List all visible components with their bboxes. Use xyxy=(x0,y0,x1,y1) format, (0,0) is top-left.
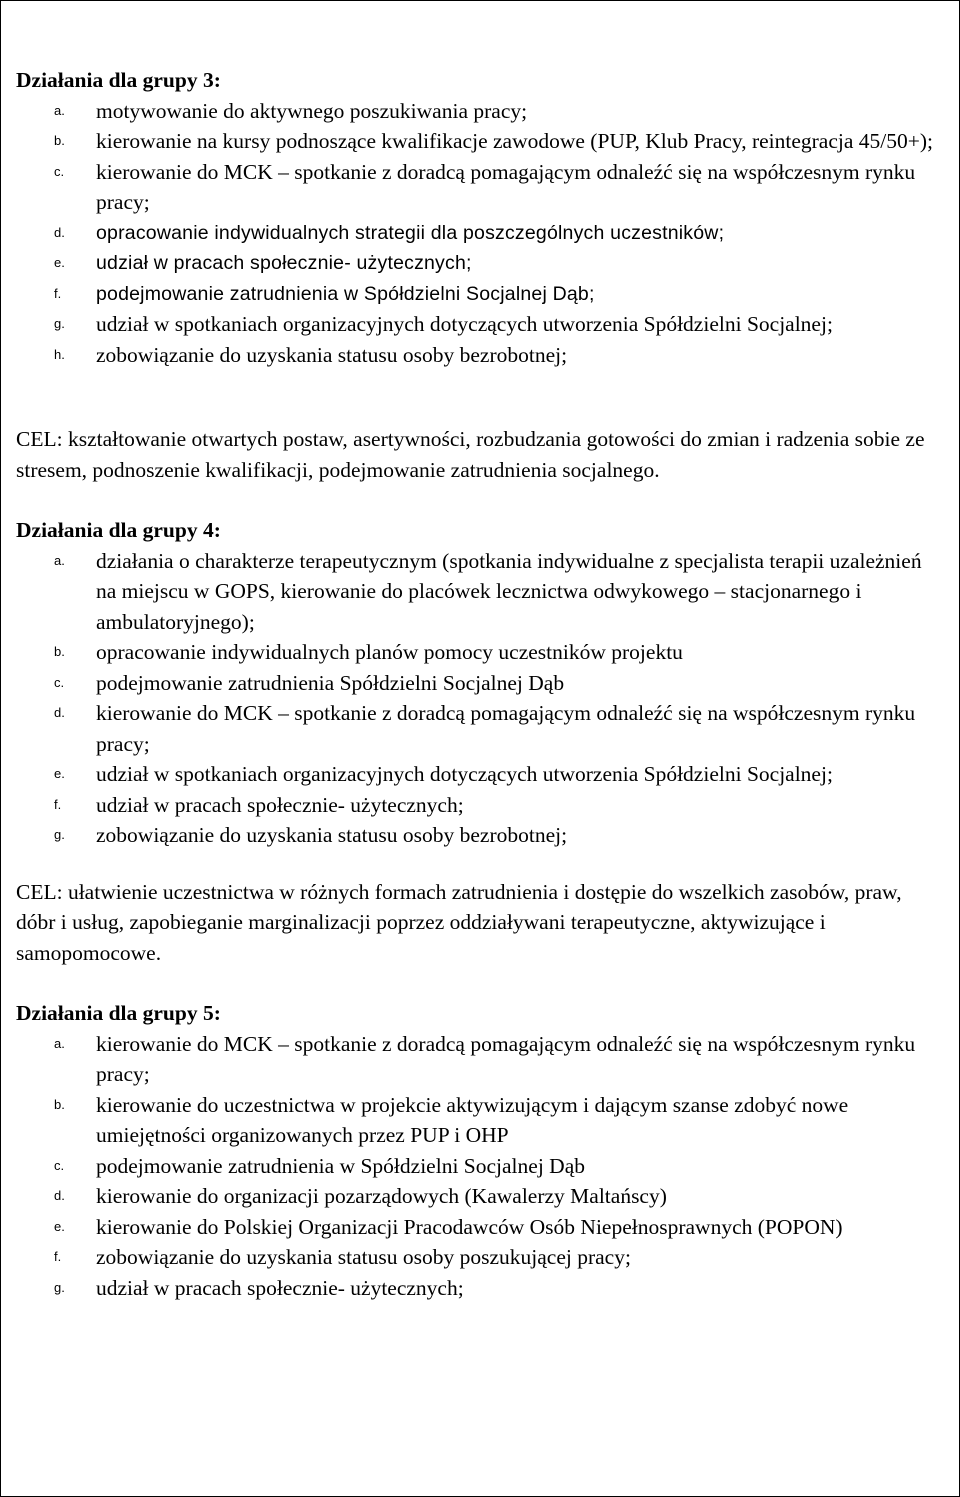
list-item-text: udział w pracach społecznie- użytecznych; xyxy=(96,792,464,817)
spacer xyxy=(16,485,946,515)
list-item xyxy=(16,1090,946,1151)
list-item xyxy=(16,96,946,127)
list-marker: e. xyxy=(54,1218,65,1234)
list-item-text: podejmowanie zatrudnienia w Spółdzielni Socjalnej Dąb xyxy=(96,1153,585,1178)
list-item xyxy=(16,340,946,371)
list-marker: d. xyxy=(54,1188,65,1203)
list-marker: e. xyxy=(54,766,65,781)
list-item-text: udział w pracach społecznie- użytecznych; xyxy=(96,252,472,274)
list-marker: b. xyxy=(54,133,65,148)
list-marker: h. xyxy=(54,346,65,362)
group3-heading: Działania dla grupy 3: xyxy=(16,68,221,92)
list-item xyxy=(16,126,946,157)
list-item-text: motywowanie do aktywnego poszukiwania pracy; xyxy=(96,98,528,123)
list-item-text: działania o charakterze terapeutycznym (spotkania indywidualne z specjalista terapii uzależnień na miejscu w GOPS, kierowanie do placówek lecznictwa odwykowego – stacjonarnego i ambulatoryjnego); xyxy=(96,548,922,634)
list-item-text: zobowiązanie do uzyskania statusu osoby bezrobotnej; xyxy=(96,823,568,847)
list-item xyxy=(16,637,946,668)
list-item-text: kierowanie na kursy podnoszące kwalifikacje zawodowe (PUP, Klub Pracy, reintegracja 45/50+); xyxy=(96,129,934,153)
list-item xyxy=(16,1273,946,1304)
list-item xyxy=(16,279,946,310)
list-item xyxy=(16,218,946,249)
list-item-text: kierowanie do organizacji pozarządowych (Kawalerzy Maltańscy) xyxy=(96,1184,667,1208)
group3-goal xyxy=(16,424,946,485)
list-marker: b. xyxy=(54,644,65,659)
list-marker: f. xyxy=(54,1249,62,1264)
list-item xyxy=(16,1212,946,1243)
goal-text: : ułatwienie uczestnictwa w różnych formach zatrudnienia i dostępie do wszelkich zasobów, praw, dóbr i usług, zapobieganie marginalizacji poprzez oddziaływani terapeutyczne, aktywizujące i samopomocowe. xyxy=(16,879,902,965)
list-item-text: kierowanie do MCK – spotkanie z doradcą pomagającym odnaleźć się na współczesnym rynku pracy; xyxy=(96,701,916,756)
list-marker: g. xyxy=(54,316,65,331)
list-item-text: zobowiązanie do uzyskania statusu osoby bezrobotnej; xyxy=(96,342,568,367)
list-marker: d. xyxy=(54,705,65,720)
list-marker: c. xyxy=(54,1157,65,1173)
list-item xyxy=(16,546,946,638)
list-item xyxy=(16,157,946,218)
group5-list xyxy=(16,1029,946,1304)
list-item xyxy=(16,1029,946,1090)
list-marker: g. xyxy=(54,827,65,842)
list-item-text: opracowanie indywidualnych planów pomocy uczestników projektu xyxy=(96,640,683,664)
list-item xyxy=(16,309,946,340)
list-item-text: opracowanie indywidualnych strategii dla poszczególnych uczestników; xyxy=(96,221,725,244)
group4-list xyxy=(16,546,946,851)
list-item xyxy=(16,820,946,851)
group3-list xyxy=(16,96,946,371)
list-item-text: podejmowanie zatrudnienia Spółdzielni Socjalnej Dąb xyxy=(96,670,565,695)
list-item xyxy=(16,668,946,699)
list-item xyxy=(16,698,946,759)
list-marker: c. xyxy=(54,163,65,179)
list-item xyxy=(16,790,946,821)
spacer xyxy=(16,370,946,424)
list-marker: a. xyxy=(54,102,65,118)
list-item xyxy=(16,1151,946,1182)
list-item-text: kierowanie do MCK – spotkanie z doradcą pomagającym odnaleźć się na współczesnym rynku pracy; xyxy=(96,159,916,214)
list-item-text: udział w spotkaniach organizacyjnych dotyczących utworzenia Spółdzielni Socjalnej; xyxy=(96,762,833,786)
goal-text: : kształtowanie otwartych postaw, asertywności, rozbudzania gotowości do zmian i radzenia sobie ze stresem, podnoszenie kwalifikacji, podejmowanie zatrudnienia socjalnego. xyxy=(16,427,925,482)
list-marker: a. xyxy=(54,552,65,568)
document-content xyxy=(16,65,946,1303)
list-item-text: kierowanie do Polskiej Organizacji Pracodawców Osób Niepełnosprawnych (POPON) xyxy=(96,1214,843,1239)
spacer xyxy=(16,851,946,877)
list-marker: g. xyxy=(54,1279,65,1295)
spacer xyxy=(16,968,946,998)
list-item-text: kierowanie do uczestnictwa w projekcie aktywizującym i dającym szanse zdobyć nowe umiejętności organizowanych przez PUP i OHP xyxy=(96,1092,849,1147)
list-marker: b. xyxy=(54,1096,65,1112)
list-marker: f. xyxy=(54,285,62,301)
group4-goal xyxy=(16,877,946,969)
list-item-text: podejmowanie zatrudnienia w Spółdzielni Socjalnej Dąb; xyxy=(96,282,595,305)
goal-label: CEL xyxy=(16,427,57,451)
list-item-text: zobowiązanie do uzyskania statusu osoby poszukującej pracy; xyxy=(96,1245,631,1269)
list-marker: f. xyxy=(54,796,62,812)
list-marker: a. xyxy=(54,1035,65,1051)
group4-heading: Działania dla grupy 4: xyxy=(16,518,221,542)
group5-heading: Działania dla grupy 5: xyxy=(16,1001,221,1025)
list-item xyxy=(16,248,946,279)
list-item xyxy=(16,759,946,790)
list-item-text: kierowanie do MCK – spotkanie z doradcą pomagającym odnaleźć się na współczesnym rynku pracy; xyxy=(96,1031,916,1086)
list-item xyxy=(16,1181,946,1212)
list-marker: e. xyxy=(54,255,65,270)
list-item xyxy=(16,1242,946,1273)
list-marker: d. xyxy=(54,224,65,240)
list-item-text: udział w pracach społecznie- użytecznych; xyxy=(96,1275,464,1300)
goal-label: CEL xyxy=(16,879,57,904)
list-item-text: udział w spotkaniach organizacyjnych dotyczących utworzenia Spółdzielni Socjalnej; xyxy=(96,312,833,336)
list-marker: c. xyxy=(54,674,65,690)
